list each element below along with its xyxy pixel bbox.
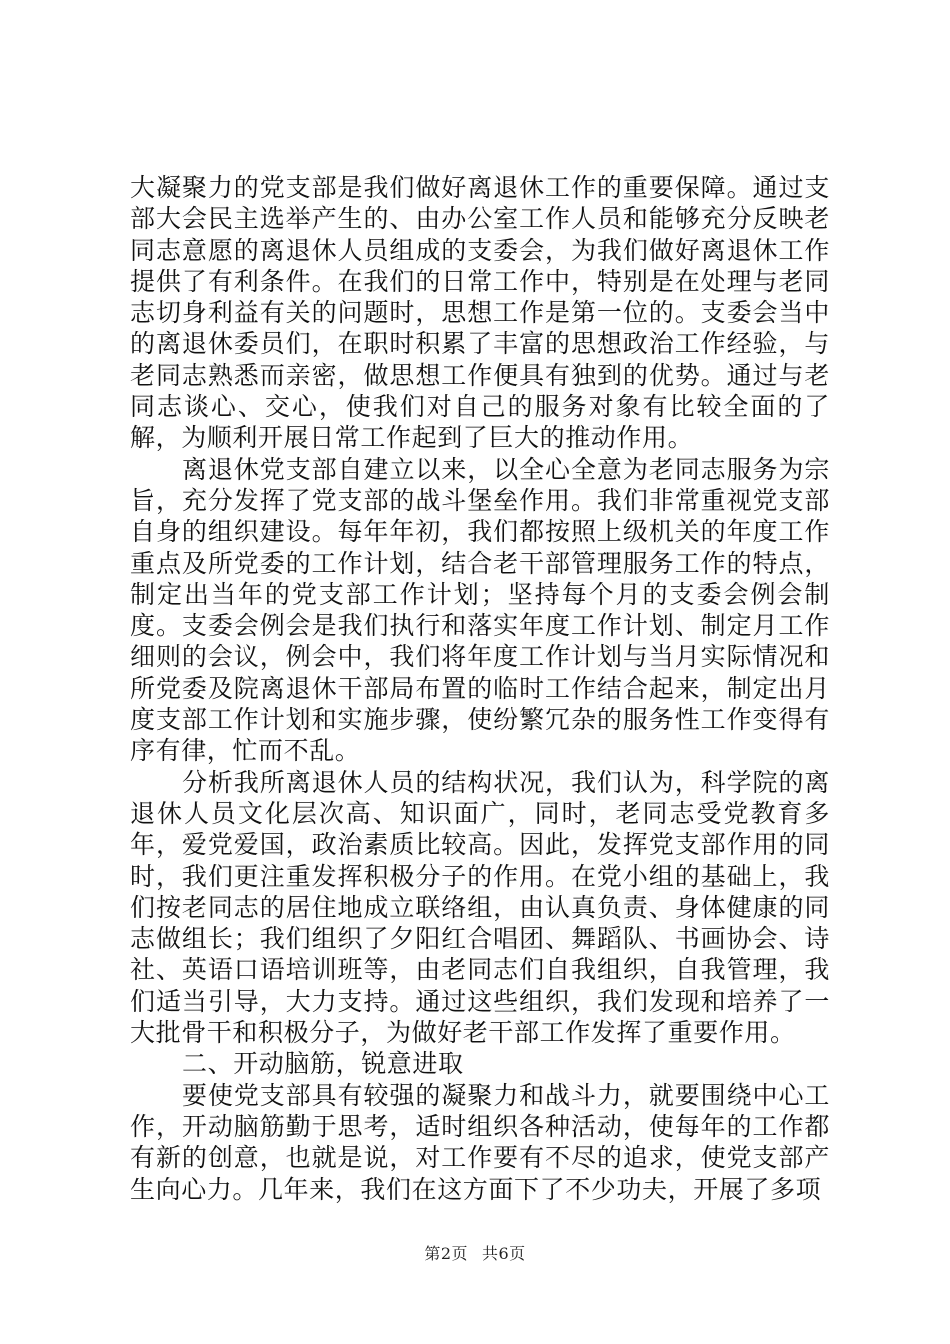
page-footer bbox=[0, 1241, 950, 1264]
paragraph-4: 要使党支部具有较强的凝聚力和战斗力，就要围绕中心工作，开动脑筋勤于思考，适时组织各种活动，使每年的工作都有新的创意，也就是说，对工作要有不尽的追求，使党支部产生向心力。几年来，我们在这方面下了不少功夫，开展了多项 bbox=[130, 1080, 830, 1204]
section-heading: 二、开动脑筋，锐意进取 bbox=[182, 1049, 464, 1079]
paragraph-3: 分析我所离退休人员的结构状况，我们认为，科学院的离退休人员文化层次高、知识面广，同时，老同志受党教育多年，爱党爱国，政治素质比较高。因此，发挥党支部作用的同时，我们更注重发挥积极分子的作用。在党小组的基础上，我们按老同志的居住地成立联络组，由认真负责、身体健康的同志做组长；我们组织了夕阳红合唱团、舞蹈队、书画协会、诗社、英语口语培训班等，由老同志们自我组织，自我管理，我们适当引导，大力支持。通过这些组织，我们发现和培养了一大批骨干和积极分子，为做好老干部工作发挥了重要作用。 bbox=[130, 767, 830, 1048]
paragraph-1: 大凝聚力的党支部是我们做好离退休工作的重要保障。通过支部大会民主选举产生的、由办公室工作人员和能够充分反映老同志意愿的离退休人员组成的支委会，为我们做好离退休工作提供了有利条件。在我们的日常工作中，特别是在处理与老同志切身利益有关的问题时，思想工作是第一位的。支委会当中的离退休委员们，在职时积累了丰富的思想政治工作经验，与老同志熟悉而亲密，做思想工作便具有独到的优势。通过与老同志谈心、交心，使我们对自己的服务对象有比较全面的了解，为顺利开展日常工作起到了巨大的推动作用。 bbox=[130, 173, 830, 453]
document-body bbox=[130, 172, 830, 1205]
paragraph-2: 离退休党支部自建立以来，以全心全意为老同志服务为宗旨，充分发挥了党支部的战斗堡垒作用。我们非常重视党支部自身的组织建设。每年年初，我们都按照上级机关的年度工作重点及所党委的工作计划，结合老干部管理服务工作的特点，制定出当年的党支部工作计划；坚持每个月的支委会例会制度。支委会例会是我们执行和落实年度工作计划、制定月工作细则的会议，例会中，我们将年度工作计划与当月实际情况和所党委及院离退休干部局布置的临时工作结合起来，制定出月度支部工作计划和实施步骤，使纷繁冗杂的服务性工作变得有序有律，忙而不乱。 bbox=[130, 454, 830, 766]
page-total: 共6页 bbox=[482, 1244, 526, 1263]
page-number: 第2页 bbox=[424, 1244, 468, 1263]
